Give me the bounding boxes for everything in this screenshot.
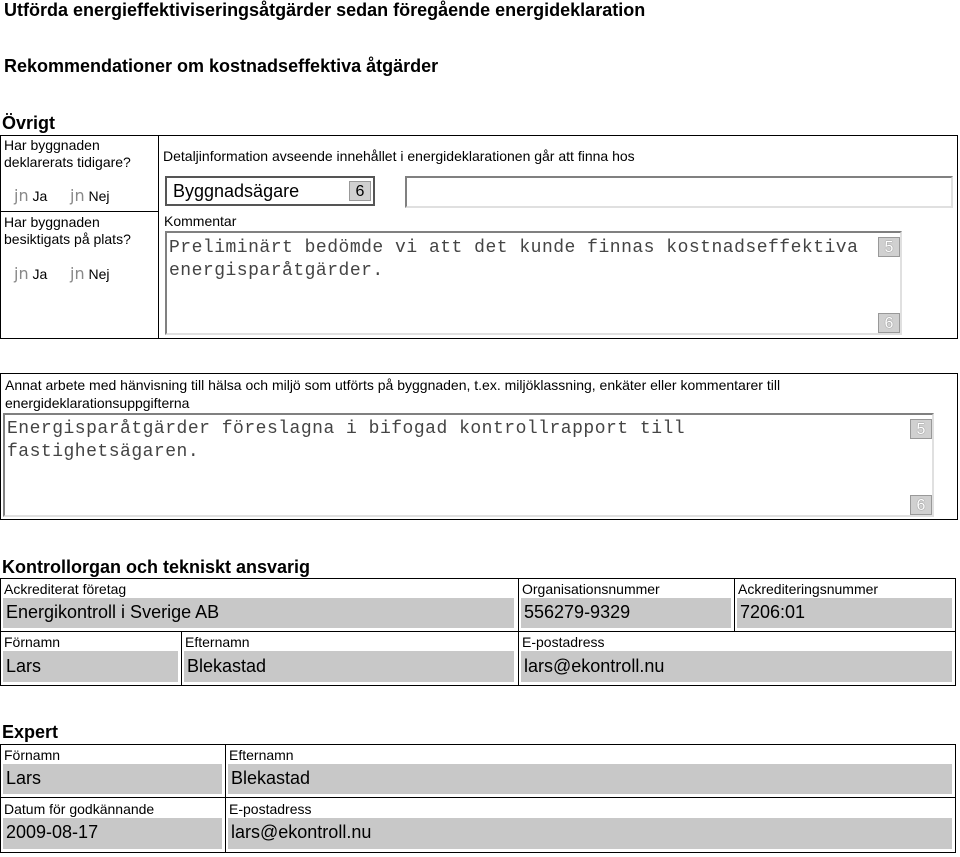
expert-datum-value: 2009-08-17 [6, 822, 99, 842]
efternamn-label: Efternamn [185, 634, 250, 650]
radio-icon: jn [14, 186, 29, 205]
expert-epost-value: lars@ekontroll.nu [231, 822, 372, 842]
scroll-down-icon[interactable]: 6 [910, 495, 932, 515]
ackrnr-field[interactable] [737, 598, 952, 628]
ackrediterat-field[interactable] [3, 598, 514, 628]
heading-utforda: Utförda energieffektiviseringsåtgärder sedan föregående energideklaration [4, 0, 646, 20]
expert-fornamn-value: Lars [6, 768, 42, 788]
radio-label-nej: Nej [88, 266, 110, 282]
expert-datum-label: Datum för godkännande [4, 801, 155, 817]
orgnr-value: 556279-9329 [524, 602, 631, 622]
orgnr-field[interactable] [521, 598, 731, 628]
heading-kontrollorgan: Kontrollorgan och tekniskt ansvarig [2, 557, 311, 577]
fornamn-field[interactable] [3, 651, 178, 682]
efternamn-value: Blekastad [187, 656, 267, 676]
detalj-select-value: Byggnadsägare [173, 181, 300, 201]
expert-datum-field[interactable] [3, 818, 222, 849]
divider [518, 631, 519, 686]
epost-label: E-postadress [522, 634, 605, 650]
ovrigt-row-divider [0, 211, 158, 212]
divider [518, 578, 519, 632]
expert-fornamn-field[interactable] [3, 764, 222, 794]
divider [734, 578, 735, 632]
expert-efternamn-field[interactable] [228, 764, 952, 794]
radio-label-ja: Ja [32, 266, 48, 282]
orgnr-label: Organisationsnummer [522, 581, 660, 597]
ackrediterat-value: Energikontroll i Sverige AB [6, 602, 220, 622]
expert-epost-field[interactable] [228, 818, 952, 849]
radio-label-nej: Nej [88, 188, 110, 204]
ackrediterat-label: Ackrediterat företag [4, 581, 127, 597]
expert-fornamn-label: Förnamn [4, 747, 61, 763]
chevron-down-icon[interactable]: 6 [349, 181, 371, 201]
scroll-up-icon[interactable]: 5 [878, 237, 900, 257]
divider [0, 797, 956, 798]
epost-field[interactable] [521, 651, 952, 682]
detalj-other-input[interactable] [405, 176, 953, 208]
divider [225, 744, 226, 853]
heading-rekommendationer: Rekommendationer om kostnadseffektiva åtgärder [4, 56, 439, 76]
annat-text: Energisparåtgärder föreslagna i bifogad kontrollrapport till fastighetsägaren. [7, 419, 686, 462]
detalj-select[interactable] [165, 176, 375, 206]
radio-deklarerats-nej[interactable] [70, 186, 110, 205]
fornamn-value: Lars [6, 656, 42, 676]
kommentar-text: Preliminärt bedömde vi att det kunde finnas kostnadseffektiva energisparåtgärder. [169, 238, 859, 281]
efternamn-field[interactable] [184, 651, 514, 682]
radio-label-ja: Ja [32, 188, 48, 204]
ackrnr-value: 7206:01 [740, 602, 806, 622]
question-deklarerats: Har byggnaden deklarerats tidigare? [4, 137, 131, 170]
epost-value: lars@ekontroll.nu [524, 656, 665, 676]
radio-icon: jn [70, 186, 85, 205]
heading-ovrigt: Övrigt [2, 113, 56, 133]
scroll-down-icon[interactable]: 6 [878, 313, 900, 333]
radio-deklarerats-ja[interactable] [14, 186, 47, 205]
radio-besiktigats-nej[interactable] [70, 264, 110, 283]
annat-textarea[interactable] [3, 413, 934, 517]
heading-expert: Expert [2, 722, 59, 742]
scroll-up-icon[interactable]: 5 [910, 419, 932, 439]
radio-icon: jn [70, 264, 85, 283]
kommentar-label: Kommentar [164, 213, 237, 229]
detalj-label: Detaljinformation avseende innehållet i energideklarationen går att finna hos [163, 148, 635, 164]
divider [181, 631, 182, 686]
ovrigt-divider [158, 135, 159, 339]
expert-efternamn-label: Efternamn [229, 747, 294, 763]
expert-epost-label: E-postadress [229, 801, 312, 817]
radio-icon: jn [14, 264, 29, 283]
divider [0, 631, 956, 632]
expert-efternamn-value: Blekastad [231, 768, 311, 788]
kommentar-textarea[interactable] [165, 231, 902, 335]
ackrnr-label: Ackrediteringsnummer [738, 581, 879, 597]
radio-besiktigats-ja[interactable] [14, 264, 47, 283]
fornamn-label: Förnamn [4, 634, 61, 650]
question-besiktigats: Har byggnaden besiktigats på plats? [4, 214, 131, 247]
annat-label: Annat arbete med hänvisning till hälsa och miljö som utförts på byggnaden, t.ex. miljöklassning, enkäter eller kommentarer till energideklarationsuppgifterna [5, 377, 781, 411]
